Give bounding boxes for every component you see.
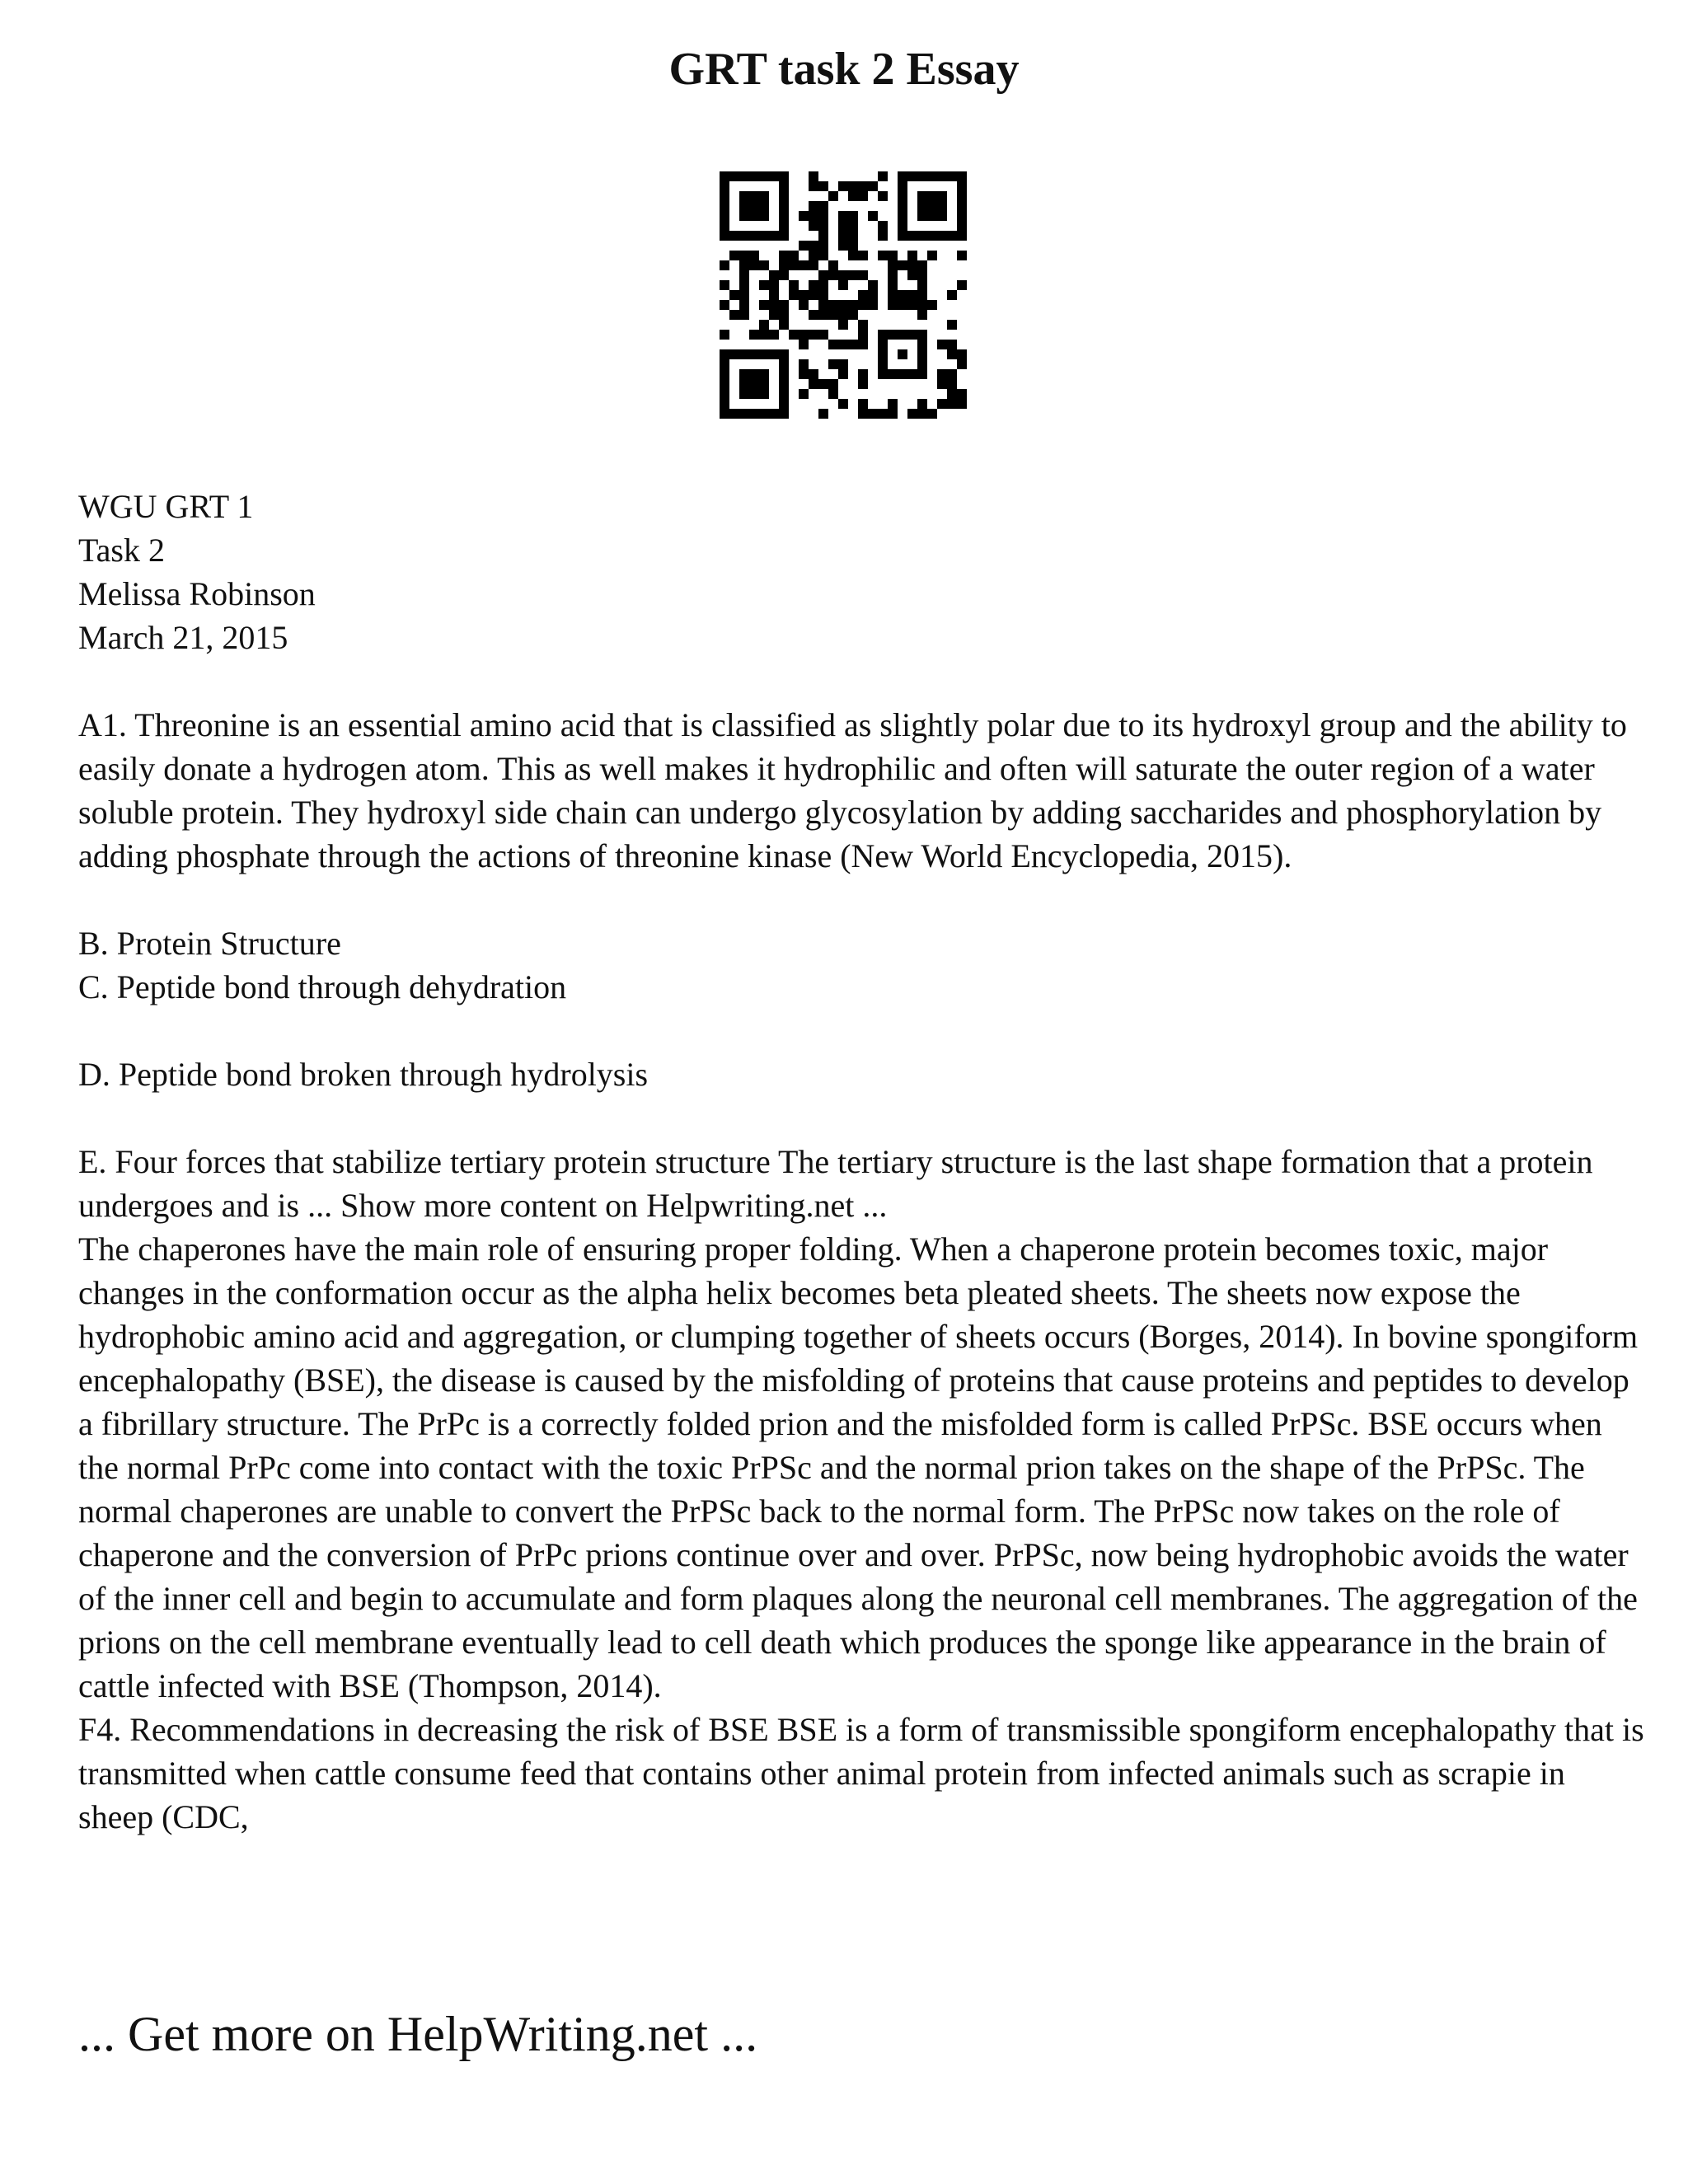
essay-body (78, 485, 1653, 1839)
header-line-course: WGU GRT 1 (78, 488, 254, 525)
header-line-author: Melissa Robinson (78, 575, 316, 612)
paragraph-f4: F4. Recommendations in decreasing the risk of BSE BSE is a form of transmissible spongiform encephalopathy that is transmitted when cattle consume feed that contains other animal protein from infected animals such as scrapie in sheep (CDC, (78, 1711, 1653, 1835)
header-line-task: Task 2 (78, 532, 165, 569)
paragraph-e: E. Four forces that stabilize tertiary protein structure The tertiary structure is the last shape formation that a protein undergoes and is ... Show more content on Helpwriting.net ... (78, 1143, 1601, 1224)
paragraph-b: B. Protein Structure (78, 925, 341, 962)
document-title: GRT task 2 Essay (668, 44, 1020, 95)
header-line-date: March 21, 2015 (78, 619, 288, 656)
paragraph-a1: A1. Threonine is an essential amino acid that is classified as slightly polar due to its hydroxyl group and the ability to easily donate a hydrogen atom. This as well makes it hydrophilic and often will saturate the outer region of a water soluble protein. They hydroxyl side chain can undergo glycosylation by adding saccharides and phosphorylation by adding phosphate through the actions of threonine kinase (New World Encyclopedia, 2015). (78, 706, 1635, 874)
footer-link-text[interactable]: ... Get more on HelpWriting.net ... (78, 2007, 758, 2061)
paragraph-d: D. Peptide bond broken through hydrolysis (78, 1056, 649, 1093)
paragraph-chaperones: The chaperones have the main role of ensuring proper folding. When a chaperone protein becomes toxic, major changes in the conformation occur as the alpha helix becomes beta pleated sheets. The sheets now expose the hydrophobic amino acid and aggregation, or clumping together of sheets occurs (Borges, 2014). In bovine spongiform encephalopathy (BSE), the disease is caused by the misfolding of proteins that cause proteins and peptides to develop a fibrillary structure. The PrPc is a correctly folded prion and the misfolded form is called PrPSc. BSE occurs when the normal PrPc come into contact with the toxic PrPSc and the normal prion takes on the shape of the PrPSc. The normal chaperones are unable to convert the PrPSc back to the normal form. The PrPSc now takes on the role of chaperone and the conversion of PrPc prions continue over and over. PrPSc, now being hydrophobic avoids the water of the inner cell and begin to accumulate and form plaques along the neuronal cell membranes. The aggregation of the prions on the cell membrane eventually lead to cell death which produces the sponge like appearance in the brain of cattle infected with BSE (Thompson, 2014). (78, 1230, 1647, 1704)
qr-code-icon (720, 171, 967, 419)
paragraph-c: C. Peptide bond through dehydration (78, 968, 567, 1005)
